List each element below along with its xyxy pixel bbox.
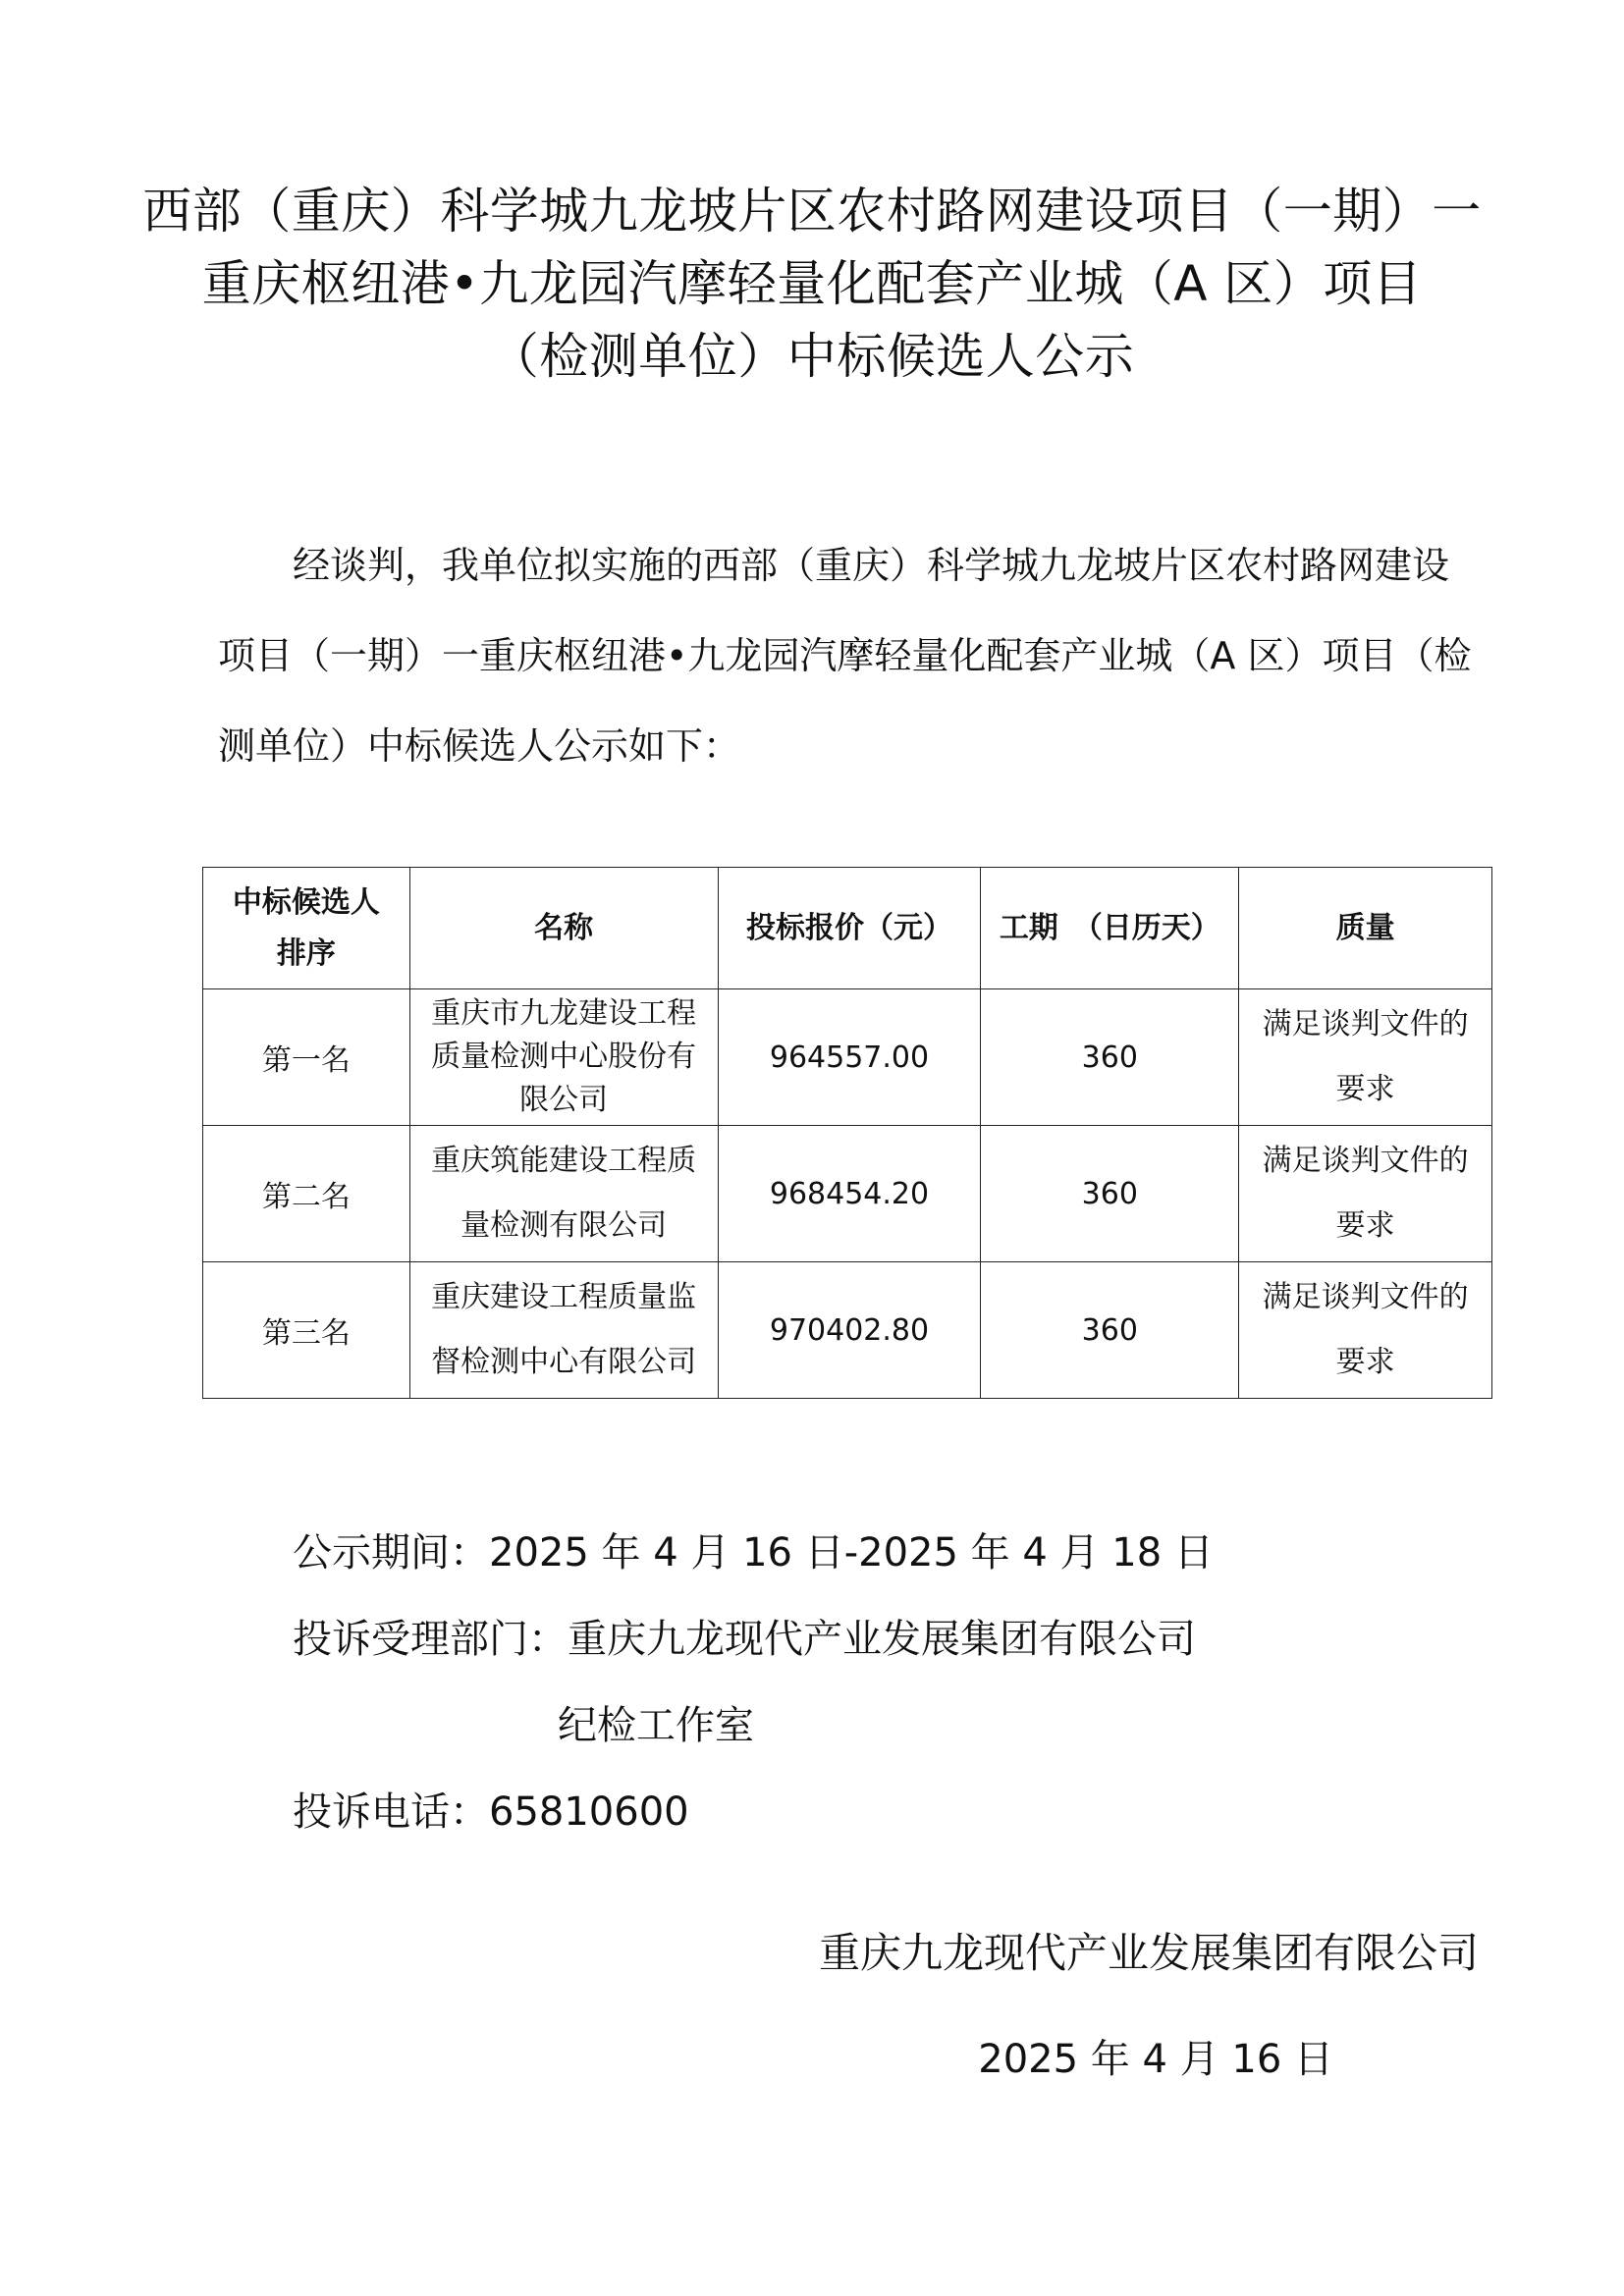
quality-line: 要求	[1335, 1208, 1395, 1243]
name-cell	[409, 1262, 718, 1399]
signature-date: 2025 年 4 月 16 日	[978, 2037, 1333, 2082]
title-line-1: 西部（重庆）科学城九龙坡片区农村路网建设项目（一期）一	[142, 183, 1482, 240]
intro-paragraph	[218, 520, 1485, 791]
name-line: 重庆筑能建设工程质	[431, 1144, 697, 1178]
header-name: 名称	[409, 868, 718, 989]
table-row	[203, 1126, 1492, 1262]
header-period: 工期 （日历天）	[981, 868, 1239, 989]
complaint-phone: 投诉电话：65810600	[293, 1789, 689, 1835]
quality-cell	[1239, 1126, 1492, 1262]
period-cell: 360	[981, 989, 1239, 1126]
complaint-department: 投诉受理部门：重庆九龙现代产业发展集团有限公司	[293, 1617, 1196, 1662]
candidates-table	[202, 867, 1492, 1399]
quality-line: 要求	[1335, 1072, 1395, 1106]
header-rank-line-2: 排序	[276, 935, 336, 971]
header-rank	[203, 868, 410, 989]
name-line: 重庆建设工程质量监	[431, 1280, 697, 1314]
price-cell: 968454.20	[718, 1126, 981, 1262]
quality-line: 满足谈判文件的	[1262, 1007, 1469, 1041]
quality-cell	[1239, 989, 1492, 1126]
name-line: 量检测有限公司	[460, 1208, 668, 1243]
header-rank-line-1: 中标候选人	[232, 884, 380, 920]
document-title	[98, 175, 1526, 393]
name-line: 督检测中心有限公司	[431, 1345, 697, 1379]
quality-line: 满足谈判文件的	[1262, 1144, 1469, 1178]
name-cell	[409, 989, 718, 1126]
quality-cell	[1239, 1262, 1492, 1399]
period-cell: 360	[981, 1126, 1239, 1262]
header-quality: 质量	[1239, 868, 1492, 989]
quality-line: 要求	[1335, 1345, 1395, 1379]
intro-line-1: 经谈判，我单位拟实施的西部（重庆）科学城九龙坡片区农村路网建设	[293, 544, 1450, 587]
table-header-row	[203, 868, 1492, 989]
complaint-department-continued: 纪检工作室	[558, 1703, 754, 1748]
name-line: 限公司	[519, 1083, 609, 1117]
price-cell: 964557.00	[718, 989, 981, 1126]
rank-cell: 第一名	[203, 989, 410, 1126]
title-line-3: （检测单位）中标候选人公示	[489, 328, 1135, 385]
rank-cell: 第二名	[203, 1126, 410, 1262]
period-cell: 360	[981, 1262, 1239, 1399]
rank-cell: 第三名	[203, 1262, 410, 1399]
intro-line-2: 项目（一期）一重庆枢纽港•九龙园汽摩轻量化配套产业城（A 区）项目（检	[218, 634, 1472, 677]
table-row	[203, 1262, 1492, 1399]
intro-line-3: 测单位）中标候选人公示如下：	[218, 724, 741, 768]
notice-info	[293, 1510, 1214, 1855]
name-line: 重庆市九龙建设工程	[431, 996, 697, 1031]
title-line-2: 重庆枢纽港•九龙园汽摩轻量化配套产业城（A 区）项目	[201, 255, 1423, 312]
name-cell	[409, 1126, 718, 1262]
notice-period: 公示期间：2025 年 4 月 16 日-2025 年 4 月 18 日	[293, 1530, 1214, 1575]
table-row	[203, 989, 1492, 1126]
header-price: 投标报价（元）	[718, 868, 981, 989]
signature-company: 重庆九龙现代产业发展集团有限公司	[818, 1929, 1479, 1977]
name-line: 质量检测中心股份有	[431, 1040, 697, 1074]
quality-line: 满足谈判文件的	[1262, 1280, 1469, 1314]
price-cell: 970402.80	[718, 1262, 981, 1399]
